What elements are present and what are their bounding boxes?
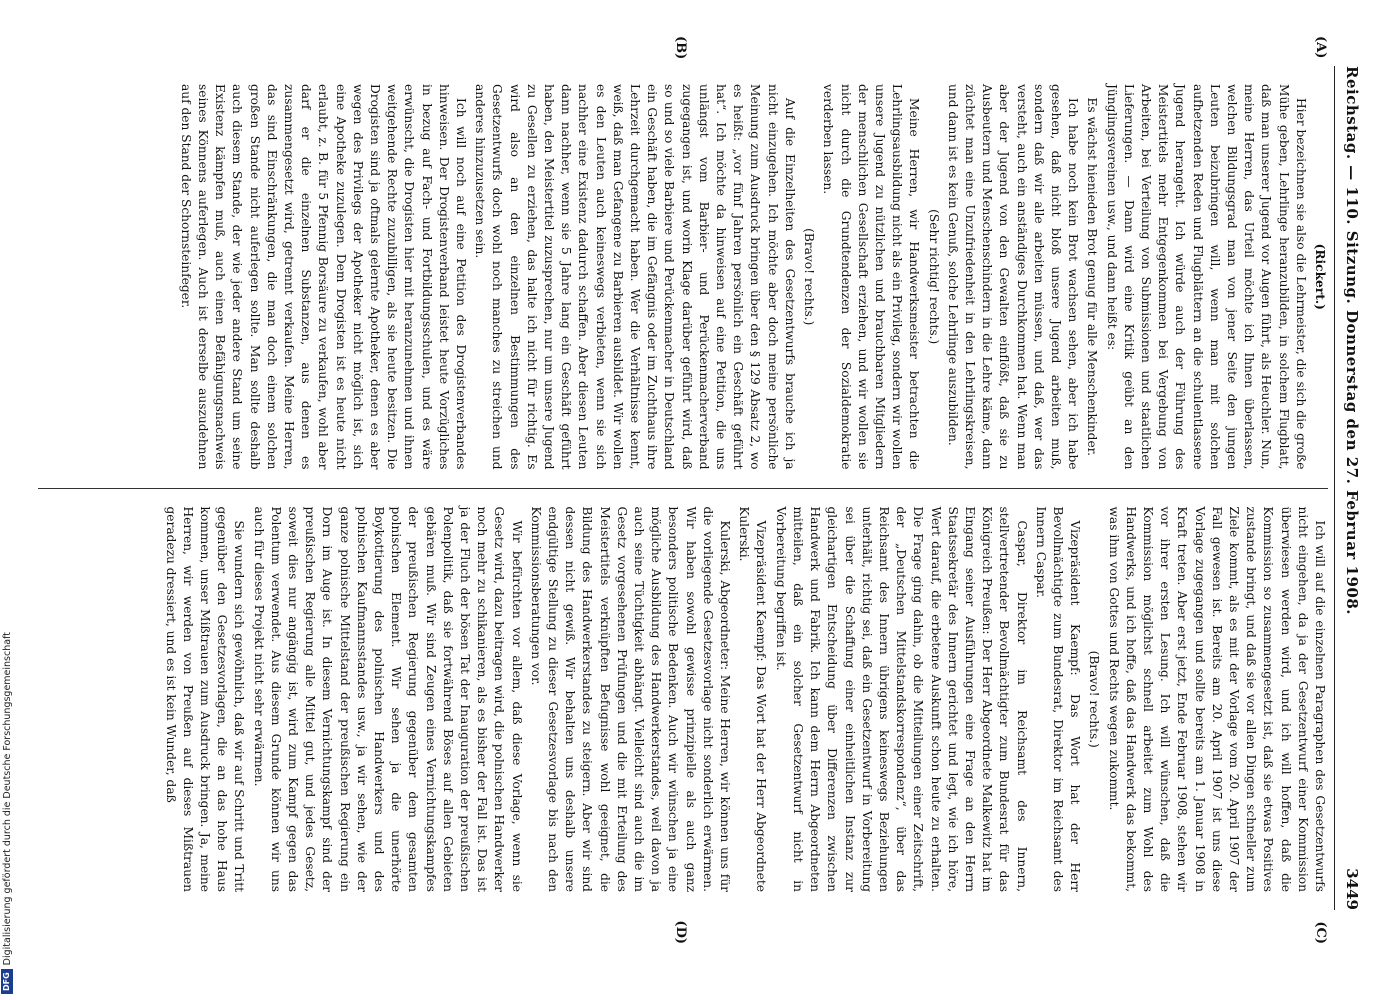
interjection: (Sehr richtig! rechts.) (926, 209, 941, 345)
paragraph: Hier bezeichnen sie also die Lehrmeister, die sich die große Mühe geben, Lehrlinge heranzubilden, in solchem Flugblatt, daß man unserer Jugend vor Augen führt, als Heuchler. Nun, meine Herren, das Urteil möchte ich Ihnen überlassen, welchen Bildungsgrad man von jener Seite den jungen Leuten beizubringen will, wenn man mit solchen aufhetzenden Reden und Flugblättern an die schulentlassene Jugend herangeht. Ich würde auch der Führung des Meistertitels mehr Entgegenkommen bei Vergebung von Arbeiten, bei Verteilung von Submissionen und staatlichen Lieferungen. — Dann wird eine Kritik geübt an den Jünglingsvereinen usw., und dann heißt es: (1104, 84, 1308, 470)
speaker-label: (Rickert.) (1313, 243, 1327, 310)
text-columns (38, 36, 1328, 944)
paragraph: Kulerski, Abgeordneter: Meine Herren, wir können uns für die vorliegende Gesetzesvorlage nicht sonderlich erwärmen. Wir haben sowohl gewisse prinzipielle als auch ganz besonders politische Bedenken. Auch wir wünschen ja eine mögliche Ausbildung des Handwerkerstandes, weil davon ja auch seine Tüchtigkeit abhängt. Vielleicht sind auch die im Gesetz vorgesehenen Prüfungen und die mit Erteilung des Meistertitels verknüpften Befugnisse wohl geeignet, die Bildung des Handwerkerstandes zu steigern. Aber wir sind dessen nicht gewiß. Wir behalten uns deshalb unsere endgültige Stellung zu dieser Gesetzesvorlage bis nach den Kommissionsberatungen vor. (528, 506, 733, 892)
interjection: (Bravo! rechts.) (1087, 650, 1102, 748)
paragraph: Ich will noch auf eine Petition des Drogistenverbandes hinweisen. Der Drogistenverband leistet heute Vorzügliches in bezug auf Fach- und Fortbildungsschulen, und es wäre erwünscht, die Drogisten hier mit heranzunehmen und ihnen weitgehende Rechte zuzubilligen, als sie heute besitzen. Die Drogisten sind ja oftmals gelernte Apotheker, denen es aber wegen des Privilegs der Apotheker nicht möglich ist, sich eine Apotheke zuzulegen. Dem Drogisten ist es heute nicht erlaubt, z. B. für 5 Pfennig Borsäure zu verkaufen, wohl aber darf er die einzelnen Substanzen, aus denen es zusammengesetzt wird, getrennt verkaufen. Meine Herren, das sind Einschränkungen, die man doch einem solchen großen Stande nicht auferlegen sollte. Man sollte deshalb auch diesem Stande, der wie jeder andere Stand um seine Existenz kämpfen muß, auch einen Befähigungsnachweis seines Könnens auferlegen. Auch ist derselbe auszudehnen auf den Stand der Schornsteinfeger. (178, 84, 469, 470)
digitization-note (0, 0, 14, 1000)
digitization-note-text: Digitalisierung gefördert durch die Deutsche Forschungsgemeinschaft (1, 632, 13, 966)
page-header-title: Reichstag. — 110. Sitzung. Donnerstag den 27. Februar 1908. (1343, 66, 1361, 616)
paragraph: Caspar, Direktor im Reichsamt des Innern, stellvertretender Bevollmächtigter zum Bundesrat für das Königreich Preußen: Der Herr Abgeordnete Malkewitz hat im Eingang seiner Ausführungen eine Frage an den Herrn Staatssekretär des Innern gerichtet und legt, wie ich höre, Wert darauf, die erbetene Auskunft schon heute zu erhalten. Die Frage ging dahin, ob die Mitteilungen einer Zeitschrift, der „Deutschen Mittelstandskorrespondenz“, über das Reichsamt des Innern übrigens keineswegs Beziehungen unterhält, richtig sei, daß ein Gesetzentwurf in Vorbereitung sei über die Schaffung einer einheitlichen Instanz zur gleichartigen Entscheidung über Differenzen zwischen Handwerk und Fabrik. Ich kann dem Herrn Abgeordneten mitteilen, daß ein solcher Gesetzentwurf nicht in Vorbereitung begriffen ist. (773, 506, 1029, 892)
paragraph: Vizepräsident Kaempf: Das Wort hat der Herr Abgeordnete Kulerski. (737, 506, 769, 892)
paragraph: Sie wundern sich gewöhnlich, daß wir auf Schritt und Tritt gegenüber den Gesetzesvorlagen, die an das hohe Haus kommen, unser Mißtrauen zum Ausdruck bringen. Ja, meine Herren, wir werden von Preußen auf dieses Mißtrauen geradezu dressiert, und es ist kein Wunder, daß (163, 506, 247, 892)
interjection: (Bravo! rechts.) (802, 228, 817, 326)
paragraph: Ich habe noch kein Brot wachsen sehen, aber ich habe gesehen, daß nicht bloß unsere Jugend arbeiten muß, sondern daß wir alle arbeiten müssen, und daß, wer das versteht, auch ein anständiges Durchkommen hat. Wenn man aber der Jugend von den Gewalten einflößt, daß sie zu Ausbeutern und Menschenschindern in die Lehre käme, dann züchtet man eine Unzufriedenheit in den Lehrlingskreisen, und dann ist es kein Genuß, solche Lehrlinge auszubilden. (945, 84, 1081, 470)
margin-marker-b: (B) (673, 36, 688, 60)
margin-marker-c: (C) (1313, 921, 1328, 944)
page-header (1334, 66, 1361, 910)
paragraph: Auf die Einzelheiten des Gesetzentwurfs brauche ich ja nicht einzugehen. Ich möchte aber doch meine persönliche Meinung zum Ausdruck bringen über den § 129 Absatz 2, wo es heißt: „vor fünf Jahren persönlich ein Geschäft geführt hat“. Ich möchte da hinweisen auf eine Petition, die uns unlängst vom Barbier- und Perückenmacherverband zugegangen ist, und worin Klage darüber geführt wird, daß so und so viele Barbiere und Perückenmacher in Deutschland ein Geschäft haben, die im Gefängnis oder im Zuchthaus ihre Lehrzeit durchgemacht haben. Wer die Verhältnisse kennt, weiß, daß man Gefangene zu Barbieren ausbildet. Wir wollen es den Leuten auch keineswegs verbieten, wenn sie sich nachher eine Existenz dadurch schaffen. Aber diesen Leuten dann nachher, wenn sie 5 Jahre lang ein Geschäft geführt haben, den Meistertitel zuzusprechen, nur um unsere Jugend zu Gesellen zu erziehen, das halte ich nicht für richtig. Es wird also an den einzelnen Bestimmungen des Gesetzentwurfs doch wohl noch manches zu streichen und anderes hinzuzusetzen sein. (473, 84, 797, 470)
margin-marker-d: (D) (673, 920, 688, 944)
dfg-logo: DFG (1, 969, 13, 994)
paragraph: Vizepräsident Kaempf: Das Wort hat der Herr Bevollmächtigte zum Bundesrat, Direktor im Reichsamt des Innern Caspar. (1033, 506, 1083, 892)
page-number: 3449 (1343, 868, 1361, 910)
paragraph: Wir befürchten vor allem, daß diese Vorlage, wenn sie Gesetz wird, dazu beitragen wird, die polnischen Handwerker noch mehr zu schikanieren, als es bisher der Fall ist. Das ist ja der Fluch der bösen Tat der Inauguration der preußischen Polenpolitik, daß sie fortwährend Böses auf allen Gebieten gebären muß. Wir sind Zeugen eines Vernichtungskampfes der preußischen Regierung gegenüber dem gesamten polnischen Element. Wir sehen ja die unerhörte Boykottierung des polnischen Handwerkers und des polnischen Kaufmannsstandes usw., ja wir sehen, wie der ganze polnische Mittelstand der preußischen Regierung ein Dorn im Auge ist. In diesem Vernichtungskampf sind der preußischen Regierung alle Mittel gut, und jedes Gesetz, soweit dies nur angängig ist, wird zum Kampf gegen das Polentum verwendet. Aus diesem Grunde können wir uns auch für dieses Projekt nicht sehr erwärmen. (251, 506, 524, 892)
margin-marker-a: (A) (1313, 36, 1328, 59)
paragraph: Meine Herren, wir Handwerksmeister betrachten die Lehrlingsausbildung nicht als ein Privileg, sondern wir wollen unsere Jugend zu nützlichen und brauchbaren Mitgliedern der menschlichen Gesellschaft erziehen, und wir wollen sie nicht durch die Grundtendenzen der Sozialdemokratie verderben lassen. (821, 84, 922, 470)
left-column (38, 66, 1328, 488)
paragraph: Ich will auf die einzelnen Paragraphen des Gesetzentwurfs nicht eingehen, da ja der Gesetzentwurf einer Kommission überwiesen werden wird, und ich will hoffen, daß die Kommission so zusammengesetzt ist, daß sie etwas Positives zustande bringt, und daß sie vor allen Dingen schneller zum Ziele kommt, als es mit der Vorlage vom 20. April 1907 der Fall gewesen ist. Bereits am 20. April 1907 ist uns diese Vorlage zugegangen und sollte bereits am 1. Januar 1908 in Kraft treten. Aber erst jetzt, Ende Februar 1908, stehen wir vor ihrer ersten Lesung. Ich will wünschen, daß die Kommission möglichst schnell arbeitet zum Wohl des Handwerks, und ich hoffe, daß das Handwerk das bekommt, was ihm von Gottes und Rechts wegen zukommt. (1106, 506, 1327, 892)
quote-line: Es wächst hienieden Brot genug für alle Menschenkinder. (1085, 97, 1100, 457)
right-column (38, 489, 1328, 911)
